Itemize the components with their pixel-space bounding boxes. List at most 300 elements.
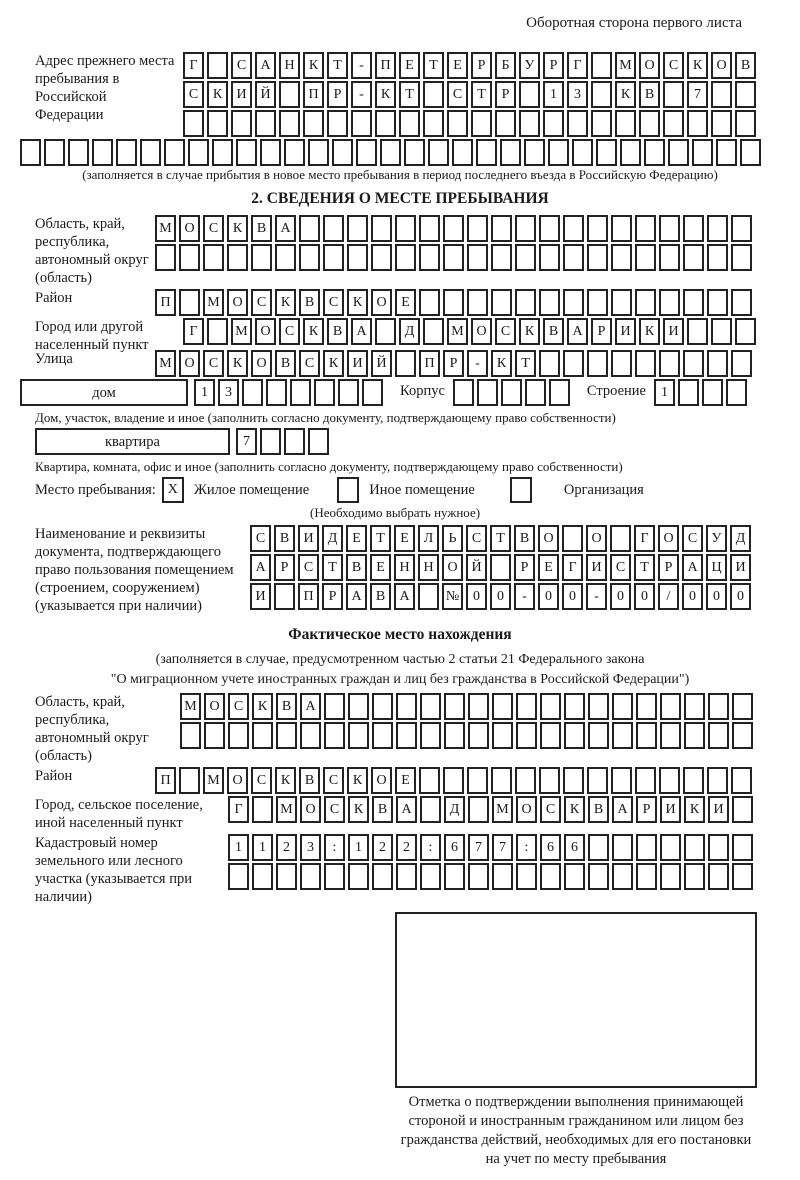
field-city [20, 318, 780, 353]
char-cell: - [467, 350, 488, 377]
district-row[interactable] [155, 289, 755, 316]
korpus-boxes[interactable] [453, 379, 573, 406]
char-cell [612, 863, 633, 890]
char-cell [516, 863, 537, 890]
char-cell [92, 139, 113, 166]
char-cell: Е [538, 554, 559, 581]
char-cell: И [663, 318, 684, 345]
char-cell [732, 796, 753, 823]
char-cell [660, 722, 681, 749]
char-cell [179, 244, 200, 271]
char-cell: О [538, 525, 559, 552]
char-cell: 1 [194, 379, 215, 406]
char-cell: 0 [562, 583, 583, 610]
char-cell: П [375, 52, 396, 79]
prev-address-label: Адрес прежнего места пребывания в Российской Федерации [35, 53, 175, 123]
char-cell: Р [471, 52, 492, 79]
char-cell [587, 289, 608, 316]
char-cell: Т [471, 81, 492, 108]
char-cell: В [327, 318, 348, 345]
field-actual-district [20, 767, 780, 794]
char-cell: К [687, 52, 708, 79]
char-cell: С [203, 350, 224, 377]
char-cell: Е [399, 52, 420, 79]
char-cell [564, 693, 585, 720]
char-cell: Д [322, 525, 343, 552]
char-cell [275, 244, 296, 271]
char-cell [242, 379, 263, 406]
char-cell: 6 [444, 834, 465, 861]
document-row-3[interactable] [250, 583, 754, 610]
char-cell: О [179, 350, 200, 377]
char-cell [228, 863, 249, 890]
char-cell [418, 583, 439, 610]
char-cell [635, 289, 656, 316]
field-district [20, 289, 780, 316]
char-cell: И [250, 583, 271, 610]
char-cell [252, 863, 273, 890]
char-cell [252, 796, 273, 823]
char-cell [708, 722, 729, 749]
char-cell [443, 244, 464, 271]
char-cell: М [447, 318, 468, 345]
char-cell [284, 428, 305, 455]
char-cell [404, 139, 425, 166]
char-cell [548, 139, 569, 166]
char-cell [299, 244, 320, 271]
char-cell: С [251, 289, 272, 316]
char-cell: Г [228, 796, 249, 823]
char-cell: Е [395, 289, 416, 316]
char-cell [519, 81, 540, 108]
prev-address-row-2[interactable] [183, 81, 759, 108]
char-cell [266, 379, 287, 406]
char-cell: П [298, 583, 319, 610]
char-cell [543, 110, 564, 137]
char-cell: Г [183, 52, 204, 79]
char-cell [549, 379, 570, 406]
char-cell [203, 244, 224, 271]
char-cell: М [276, 796, 297, 823]
char-cell [539, 244, 560, 271]
char-cell [683, 289, 704, 316]
char-cell [540, 863, 561, 890]
char-cell: А [612, 796, 633, 823]
house-type-box[interactable]: дом [20, 379, 188, 406]
char-cell [683, 244, 704, 271]
char-cell [372, 693, 393, 720]
cadastral-label: Кадастровый номер земельного или лесного участка (указывается при наличии) [35, 835, 192, 905]
char-cell: С [323, 767, 344, 794]
char-cell [419, 289, 440, 316]
char-cell: В [514, 525, 535, 552]
page-title: Оборотная сторона первого листа [526, 15, 742, 31]
char-cell: А [567, 318, 588, 345]
char-cell [591, 52, 612, 79]
char-cell [447, 110, 468, 137]
char-cell: П [155, 289, 176, 316]
char-cell [420, 693, 441, 720]
char-cell [588, 693, 609, 720]
char-cell [423, 110, 444, 137]
apartment-type-box[interactable]: квартира [35, 428, 230, 455]
cadastral-row-2[interactable] [228, 863, 756, 890]
confirmation-block [395, 912, 757, 1169]
char-cell [443, 215, 464, 242]
char-cell [207, 318, 228, 345]
document-row-1[interactable] [250, 525, 754, 552]
option-residential-label: Жилое помещение [193, 482, 310, 498]
actual-region-row-2[interactable] [180, 722, 756, 749]
char-cell [207, 52, 228, 79]
char-cell: К [347, 289, 368, 316]
char-cell: С [203, 215, 224, 242]
char-cell [707, 767, 728, 794]
char-cell [467, 215, 488, 242]
char-cell: Н [394, 554, 415, 581]
char-cell: 7 [687, 81, 708, 108]
char-cell [612, 693, 633, 720]
char-cell: 1 [348, 834, 369, 861]
char-cell [324, 863, 345, 890]
apartment-boxes[interactable] [236, 428, 332, 455]
actual-city-row[interactable] [228, 796, 756, 823]
char-cell: С [299, 350, 320, 377]
char-cell: С [447, 81, 468, 108]
region-label: Область, край, республика, автономный округ (область) [35, 216, 149, 286]
char-cell [443, 289, 464, 316]
char-cell [179, 289, 200, 316]
char-cell [351, 110, 372, 137]
char-cell: Р [591, 318, 612, 345]
char-cell [731, 350, 752, 377]
street-label: Улица [35, 351, 73, 367]
char-cell [444, 693, 465, 720]
char-cell: Й [255, 81, 276, 108]
char-cell: К [207, 81, 228, 108]
char-cell [155, 244, 176, 271]
char-cell: Е [370, 554, 391, 581]
char-cell [290, 379, 311, 406]
char-cell: Е [447, 52, 468, 79]
char-cell [659, 215, 680, 242]
char-cell [180, 722, 201, 749]
char-cell [707, 289, 728, 316]
char-cell [419, 244, 440, 271]
char-cell [314, 379, 335, 406]
house-number-boxes[interactable] [194, 379, 386, 406]
stroenie-label: Строение [586, 383, 646, 399]
char-cell: С [663, 52, 684, 79]
char-cell [299, 215, 320, 242]
cadastral-row-1[interactable] [228, 834, 756, 861]
char-cell: Д [444, 796, 465, 823]
char-cell: С [183, 81, 204, 108]
char-cell: Г [634, 525, 655, 552]
char-cell [711, 318, 732, 345]
char-cell: Г [562, 554, 583, 581]
char-cell [501, 379, 522, 406]
char-cell [207, 110, 228, 137]
char-cell [687, 110, 708, 137]
char-cell [611, 767, 632, 794]
char-cell [708, 834, 729, 861]
char-cell [660, 834, 681, 861]
char-cell: М [155, 350, 176, 377]
char-cell [612, 722, 633, 749]
char-cell [44, 139, 65, 166]
char-cell [284, 139, 305, 166]
document-row-2[interactable] [250, 554, 754, 581]
char-cell [611, 289, 632, 316]
char-cell [371, 244, 392, 271]
char-cell [308, 428, 329, 455]
char-cell [279, 110, 300, 137]
char-cell [338, 379, 359, 406]
char-cell [563, 215, 584, 242]
char-cell [564, 863, 585, 890]
char-cell [587, 244, 608, 271]
char-cell [419, 215, 440, 242]
char-cell [308, 139, 329, 166]
char-cell [620, 139, 641, 166]
char-cell [635, 767, 656, 794]
char-cell: И [231, 81, 252, 108]
char-cell [468, 722, 489, 749]
char-cell [348, 863, 369, 890]
char-cell: 6 [540, 834, 561, 861]
actual-city-label: Город, сельское поселение, иной населенный пункт [35, 797, 203, 831]
char-cell [477, 379, 498, 406]
char-cell: О [471, 318, 492, 345]
char-cell [116, 139, 137, 166]
char-cell [188, 139, 209, 166]
char-cell: Ь [442, 525, 463, 552]
char-cell: И [660, 796, 681, 823]
char-cell [635, 244, 656, 271]
char-cell: О [300, 796, 321, 823]
char-cell: О [442, 554, 463, 581]
char-cell [372, 863, 393, 890]
char-cell [260, 139, 281, 166]
char-cell: И [298, 525, 319, 552]
char-cell: И [586, 554, 607, 581]
region-row-1[interactable] [155, 215, 755, 242]
char-cell [276, 863, 297, 890]
char-cell: А [351, 318, 372, 345]
char-cell [636, 863, 657, 890]
char-cell [420, 863, 441, 890]
char-cell: Т [423, 52, 444, 79]
char-cell [375, 110, 396, 137]
char-cell [587, 350, 608, 377]
char-cell: М [203, 767, 224, 794]
char-cell: 0 [466, 583, 487, 610]
char-cell [428, 139, 449, 166]
char-cell: Т [322, 554, 343, 581]
char-cell: В [588, 796, 609, 823]
char-cell [492, 693, 513, 720]
char-cell: Е [394, 525, 415, 552]
checkbox-other-premises[interactable] [337, 477, 359, 503]
option-other-premises-label: Иное помещение [369, 482, 475, 498]
char-cell: - [586, 583, 607, 610]
char-cell [348, 693, 369, 720]
char-cell: М [180, 693, 201, 720]
char-cell: М [231, 318, 252, 345]
char-cell [684, 834, 705, 861]
char-cell [164, 139, 185, 166]
char-cell [468, 796, 489, 823]
char-cell [540, 693, 561, 720]
char-cell [732, 863, 753, 890]
char-cell: Ц [706, 554, 727, 581]
char-cell [500, 139, 521, 166]
char-cell [562, 525, 583, 552]
char-cell: О [251, 350, 272, 377]
char-cell: К [564, 796, 585, 823]
actual-district-row[interactable] [155, 767, 755, 794]
char-cell: А [250, 554, 271, 581]
char-cell [563, 350, 584, 377]
char-cell: М [155, 215, 176, 242]
char-cell [563, 244, 584, 271]
char-cell: Т [327, 52, 348, 79]
char-cell: А [682, 554, 703, 581]
actual-district-label: Район [35, 768, 73, 784]
char-cell: О [711, 52, 732, 79]
char-cell: С [540, 796, 561, 823]
char-cell [612, 834, 633, 861]
char-cell: 0 [538, 583, 559, 610]
char-cell: - [514, 583, 535, 610]
option-organization-label: Организация [563, 482, 644, 498]
char-cell: А [396, 796, 417, 823]
char-cell: О [371, 289, 392, 316]
char-cell [396, 722, 417, 749]
char-cell [227, 244, 248, 271]
char-cell [639, 110, 660, 137]
char-cell: В [275, 350, 296, 377]
char-cell [279, 81, 300, 108]
char-cell [467, 289, 488, 316]
city-row[interactable] [183, 318, 759, 345]
field-street [20, 350, 780, 377]
char-cell: М [492, 796, 513, 823]
korpus-label: Корпус [400, 383, 445, 399]
char-cell [564, 722, 585, 749]
actual-region-row-1[interactable] [180, 693, 756, 720]
char-cell: 0 [490, 583, 511, 610]
char-cell [731, 215, 752, 242]
char-cell: В [370, 583, 391, 610]
char-cell: О [179, 215, 200, 242]
char-cell: Е [346, 525, 367, 552]
char-cell [68, 139, 89, 166]
char-cell [371, 215, 392, 242]
char-cell [204, 722, 225, 749]
char-cell [467, 767, 488, 794]
char-cell [711, 81, 732, 108]
char-cell [588, 722, 609, 749]
char-cell: Л [418, 525, 439, 552]
char-cell [212, 139, 233, 166]
actual-location-title: Фактическое место нахождения [288, 626, 512, 643]
char-cell: В [299, 289, 320, 316]
char-cell: : [516, 834, 537, 861]
char-cell: С [610, 554, 631, 581]
char-cell [732, 834, 753, 861]
char-cell [539, 289, 560, 316]
document-label: Наименование и реквизиты документа, подтверждающего право пользования помещением (строением, сооружением) (указывается при наличии) [35, 526, 234, 614]
stroenie-boxes[interactable] [654, 379, 750, 406]
char-cell: О [371, 767, 392, 794]
region-row-2[interactable] [155, 244, 755, 271]
char-cell [596, 139, 617, 166]
char-cell [323, 215, 344, 242]
char-cell [540, 722, 561, 749]
char-cell: М [203, 289, 224, 316]
prev-address-row-4[interactable] [20, 139, 780, 166]
char-cell: 0 [682, 583, 703, 610]
char-cell [468, 693, 489, 720]
char-cell [687, 318, 708, 345]
char-cell [591, 81, 612, 108]
char-cell: : [420, 834, 441, 861]
char-cell: 1 [228, 834, 249, 861]
char-cell: 0 [634, 583, 655, 610]
char-cell [323, 244, 344, 271]
section2-title: 2. СВЕДЕНИЯ О МЕСТЕ ПРЕБЫВАНИЯ [251, 190, 549, 207]
char-cell: Р [327, 81, 348, 108]
char-cell [423, 81, 444, 108]
char-cell: 0 [610, 583, 631, 610]
char-cell [659, 767, 680, 794]
confirmation-stamp-area [395, 912, 757, 1088]
char-cell: А [275, 215, 296, 242]
char-cell: С [495, 318, 516, 345]
char-cell: К [252, 693, 273, 720]
char-cell: 1 [252, 834, 273, 861]
char-cell: 6 [564, 834, 585, 861]
char-cell: 2 [372, 834, 393, 861]
char-cell [495, 110, 516, 137]
char-cell [588, 834, 609, 861]
char-cell [327, 110, 348, 137]
char-cell [255, 110, 276, 137]
char-cell: О [204, 693, 225, 720]
char-cell: К [303, 318, 324, 345]
checkbox-residential[interactable]: X [162, 477, 184, 503]
char-cell [252, 722, 273, 749]
char-cell [492, 863, 513, 890]
prev-address-note: (заполняется в случае прибытия в новое место пребывания в период последнего въезда в Российскую Федерацию) [82, 167, 718, 182]
char-cell: С [231, 52, 252, 79]
char-cell [515, 767, 536, 794]
prev-address-row-1[interactable] [183, 52, 759, 79]
char-cell [395, 350, 416, 377]
char-cell [683, 215, 704, 242]
char-cell: Й [371, 350, 392, 377]
prev-address-row-3[interactable] [183, 110, 759, 137]
char-cell: С [279, 318, 300, 345]
char-cell [380, 139, 401, 166]
char-cell [635, 215, 656, 242]
char-cell: К [227, 350, 248, 377]
checkbox-organization[interactable] [510, 477, 532, 503]
char-cell [731, 289, 752, 316]
street-row[interactable] [155, 350, 755, 377]
